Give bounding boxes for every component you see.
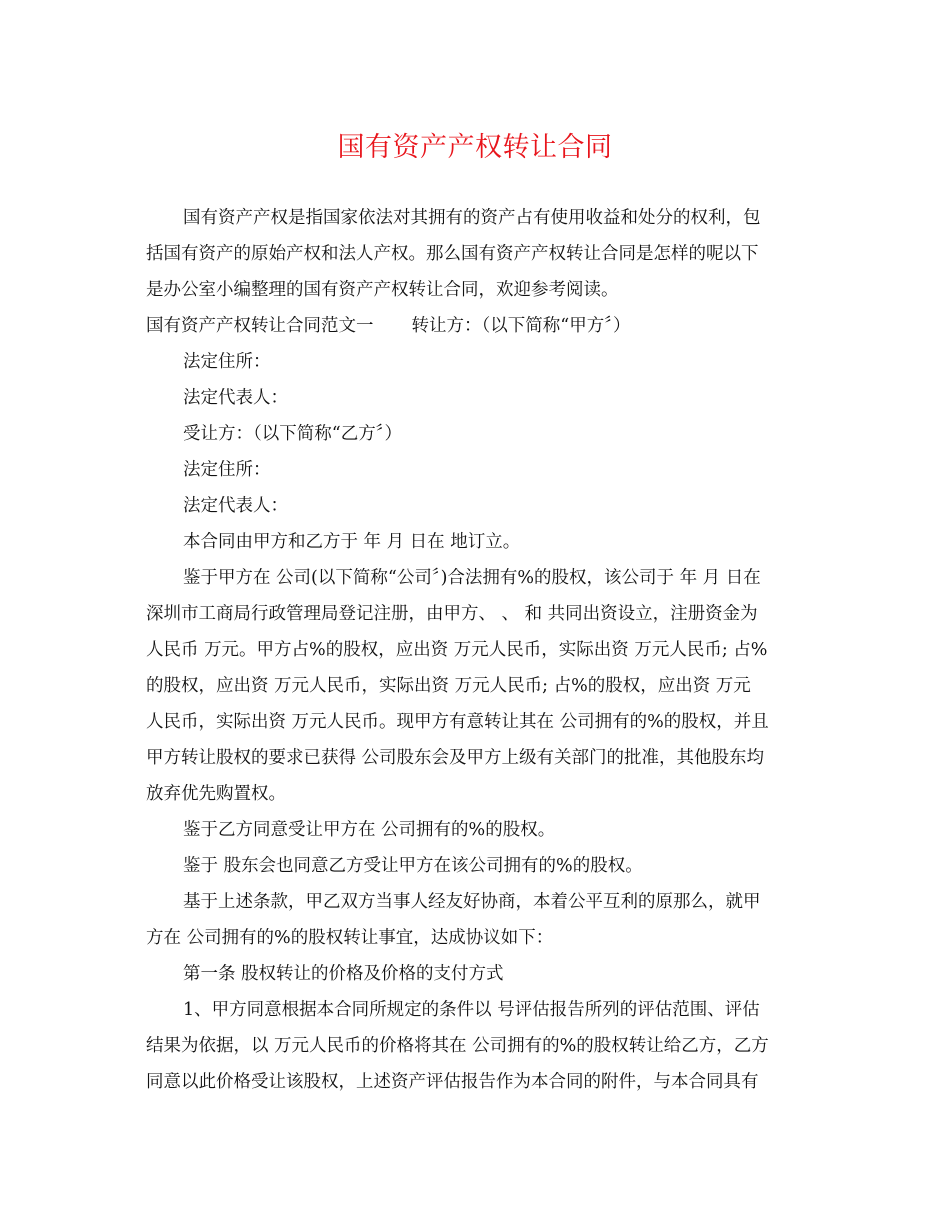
paragraph-line: 1、甲方同意根据本合同所规定的条件以 号评估报告所列的评估范围、评估 xyxy=(183,1000,760,1020)
paragraph-line: 的股权，应出资 万元人民币，实际出资 万元人民币; 占%的股权，应出资 万元 xyxy=(146,676,751,696)
document-title: 国有资产产权转让合同 xyxy=(337,132,613,163)
paragraph-line: 本合同由甲方和乙方于 年 月 日在 地订立。 xyxy=(183,532,521,552)
paragraph-line: 深圳市工商局行政管理局登记注册，由甲方、 、 和 共同出资设立，注册资金为 xyxy=(146,604,758,624)
paragraph-line: 人民币 万元。甲方占%的股权，应出资 万元人民币，实际出资 万元人民币; 占% xyxy=(146,640,768,660)
paragraph-line: 甲方转让股权的要求已获得 公司股东会及甲方上级有关部门的批准，其他股东均 xyxy=(146,748,765,768)
paragraph-line: 是办公室小编整理的国有资产产权转让合同，欢迎参考阅读。 xyxy=(146,280,619,300)
paragraph-line: 鉴于 股东会也同意乙方受让甲方在该公司拥有的%的股权。 xyxy=(183,856,643,876)
paragraph-line: 放弃优先购置权。 xyxy=(146,784,286,804)
paragraph-line: 方在 公司拥有的%的股权转让事宜，达成协议如下： xyxy=(146,928,554,948)
paragraph-line: 国有资产产权是指国家依法对其拥有的资产占有使用收益和处分的权利，包 xyxy=(183,208,761,228)
paragraph-line: 结果为依据，以 万元人民币的价格将其在 公司拥有的%的股权转让给乙方，乙方 xyxy=(146,1036,769,1056)
sample-heading: 国有资产产权转让合同范文一 xyxy=(146,316,374,336)
sample-heading-line xyxy=(146,308,630,344)
paragraph-line: 鉴于甲方在 公司(以下简称“公司〞)合法拥有%的股权，该公司于 年 月 日在 xyxy=(183,568,761,588)
paragraph-line: 法定住所： xyxy=(183,352,271,372)
paragraph-line: 法定代表人： xyxy=(183,496,288,516)
paragraph-line: 受让方：（以下简称“乙方〞） xyxy=(183,424,402,444)
paragraph-line: 鉴于乙方同意受让甲方在 公司拥有的%的股权。 xyxy=(183,820,556,840)
paragraph-line: 法定住所： xyxy=(183,460,271,480)
paragraph-line: 法定代表人： xyxy=(183,388,288,408)
transferor-label: 转让方：（以下简称“甲方〞） xyxy=(411,316,631,336)
paragraph-line: 同意以此价格受让该股权，上述资产评估报告作为本合同的附件，与本合同具有 xyxy=(146,1072,759,1092)
paragraph-line: 人民币，实际出资 万元人民币。现甲方有意转让其在 公司拥有的%的股权，并且 xyxy=(146,712,769,732)
article-heading: 第一条 股权转让的价格及价格的支付方式 xyxy=(183,964,504,984)
paragraph-line: 基于上述条款，甲乙双方当事人经友好协商，本着公平互利的原那么，就甲 xyxy=(183,892,761,912)
paragraph-line: 括国有资产的原始产权和法人产权。那么国有资产产权转让合同是怎样的呢以下 xyxy=(146,244,759,264)
